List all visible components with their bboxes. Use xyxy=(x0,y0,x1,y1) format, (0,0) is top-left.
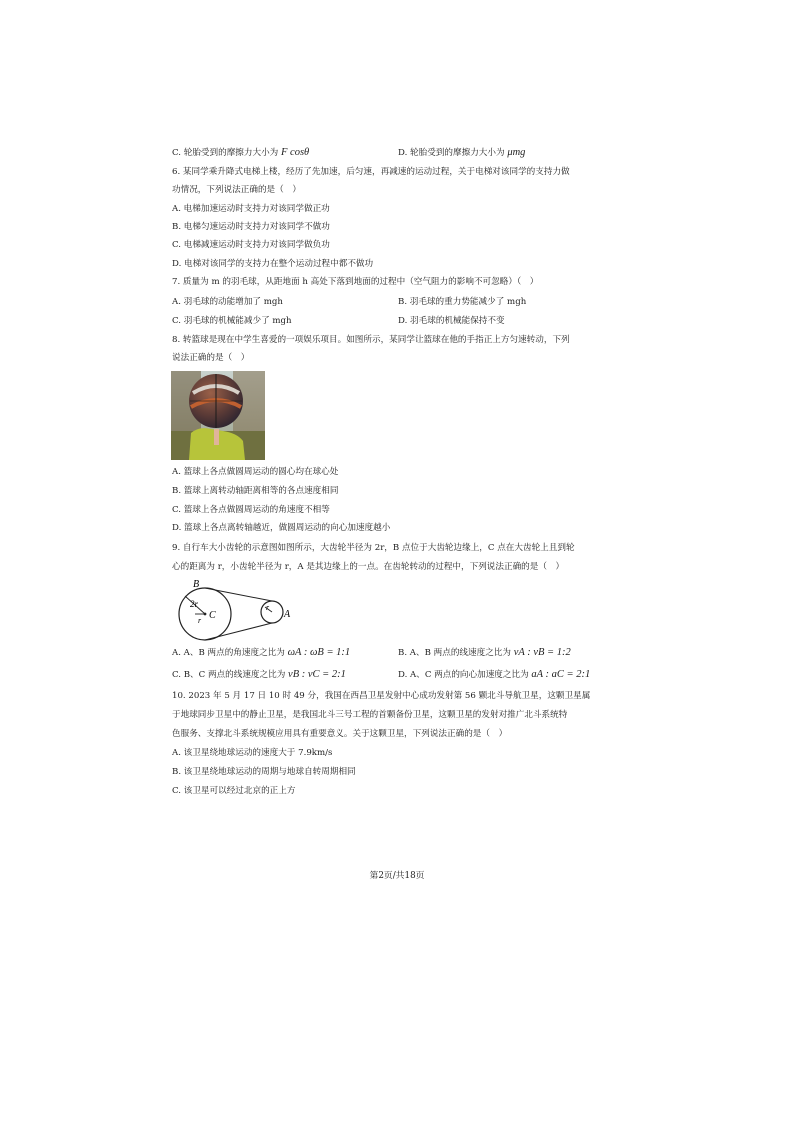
q10-option-c: C. 该卫星可以经过北京的正上方 xyxy=(172,786,296,796)
q8-option-a: A. 篮球上各点做圆周运动的圆心均在球心处 xyxy=(172,467,339,477)
q9-option-d xyxy=(398,669,590,681)
q9-option-b-formula: vA : vB = 1:2 xyxy=(513,647,571,658)
q9-option-c-text: C. B、C 两点的线速度之比为 xyxy=(172,670,286,680)
center-point xyxy=(204,613,207,616)
q9-option-b xyxy=(398,647,571,659)
label-a: A xyxy=(284,609,291,620)
label-r-large: r xyxy=(198,616,202,625)
q9-option-d-formula: aA : aC = 2:1 xyxy=(531,669,591,680)
q6-stem-line-2: 功情况，下列说法正确的是（ ） xyxy=(172,185,301,195)
q9-option-c-formula: vB : vC = 2:1 xyxy=(288,669,346,680)
q10-option-b: B. 该卫星绕地球运动的周期与地球自转周期相同 xyxy=(172,767,356,777)
q9-stem-line-1: 9. 自行车大小齿轮的示意图如图所示，大齿轮半径为 2r，B 点位于大齿轮边缘上，C 点在大齿轮上且到轮 xyxy=(172,543,575,553)
q5-option-c-text: C. 轮胎受到的摩擦力大小为 xyxy=(172,148,279,158)
page-number: 第2页/共18页 xyxy=(369,871,425,881)
q9-option-a-formula: ωA : ωB = 1:1 xyxy=(287,647,351,658)
q5-option-d-text: D. 轮胎受到的摩擦力大小为 xyxy=(398,148,505,158)
label-r-small: r xyxy=(266,603,270,612)
q10-option-a: A. 该卫星绕地球运动的速度大于 7.9km/s xyxy=(172,748,333,758)
q8-stem-line-2: 说法正确的是（ ） xyxy=(172,353,250,363)
label-2r: 2r xyxy=(190,599,199,609)
q9-option-d-text: D. A、C 两点的向心加速度之比为 xyxy=(398,670,529,680)
q6-option-a: A. 电梯加速运动时支持力对该同学做正功 xyxy=(172,204,330,214)
q7-option-b: B. 羽毛球的重力势能减少了 mgh xyxy=(398,297,527,307)
q6-option-d: D. 电梯对该同学的支持力在整个运动过程中都不做功 xyxy=(172,259,374,269)
q9-stem-line-2: 心的距离为 r，小齿轮半径为 r，A 是其边缘上的一点。在齿轮转动的过程中，下列说法正确的是（ ） xyxy=(172,562,565,572)
q9-option-a-text: A. A、B 两点的角速度之比为 xyxy=(172,648,285,658)
q10-stem-line-2: 于地球同步卫星中的静止卫星，是我国北斗三号工程的首颗备份卫星，这颗卫星的发射对推广北斗系统特 xyxy=(172,710,568,720)
q10-stem-line-3: 色服务、支撑北斗系统规模应用具有重要意义。关于这颗卫星，下列说法正确的是（ ） xyxy=(172,729,508,739)
basketball-photo xyxy=(171,371,265,460)
q5-option-d xyxy=(398,147,525,159)
q5-option-c-formula: F cosθ xyxy=(281,147,310,158)
q6-stem-line-1: 6. 某同学乘升降式电梯上楼，经历了先加速，后匀速，再减速的运动过程，关于电梯对该同学的支持力做 xyxy=(172,167,570,177)
q5-option-d-formula: μmg xyxy=(507,147,526,158)
chain-bottom xyxy=(205,623,272,640)
q10-stem-line-1: 10. 2023 年 5 月 17 日 10 时 49 分，我国在西昌卫星发射中心成功发射第 56 颗北斗导航卫星，这颗卫星属 xyxy=(172,691,591,701)
q8-option-b: B. 篮球上离转动轴距离相等的各点速度相同 xyxy=(172,486,339,496)
chain-top xyxy=(205,588,272,601)
label-c: C xyxy=(209,610,216,621)
q9-option-c xyxy=(172,669,346,681)
q6-option-c: C. 电梯减速运动时支持力对该同学做负功 xyxy=(172,240,330,250)
q7-option-a: A. 羽毛球的动能增加了 mgh xyxy=(172,297,283,307)
q8-option-d: D. 篮球上各点离转轴越近，做圆周运动的向心加速度越小 xyxy=(172,523,391,533)
q7-option-c: C. 羽毛球的机械能减少了 mgh xyxy=(172,316,292,326)
q6-option-b: B. 电梯匀速运动时支持力对该同学不做功 xyxy=(172,222,330,232)
q7-option-d: D. 羽毛球的机械能保持不变 xyxy=(398,316,505,326)
q9-option-a xyxy=(172,647,350,659)
q9-option-b-text: B. A、B 两点的线速度之比为 xyxy=(398,648,511,658)
q8-option-c: C. 篮球上各点做圆周运动的角速度不相等 xyxy=(172,505,330,515)
gear-diagram xyxy=(165,576,305,642)
q5-option-c xyxy=(172,147,309,159)
basketball-photo-illustration xyxy=(171,371,265,460)
q7-stem: 7. 质量为 m 的羽毛球，从距地面 h 高处下落到地面的过程中（空气阻力的影响不可忽略）（ ） xyxy=(172,277,539,287)
label-b: B xyxy=(193,579,200,590)
q8-stem-line-1: 8. 转篮球是现在中学生喜爱的一项娱乐项目。如图所示，某同学让篮球在他的手指正上方匀速转动，下列 xyxy=(172,335,570,345)
